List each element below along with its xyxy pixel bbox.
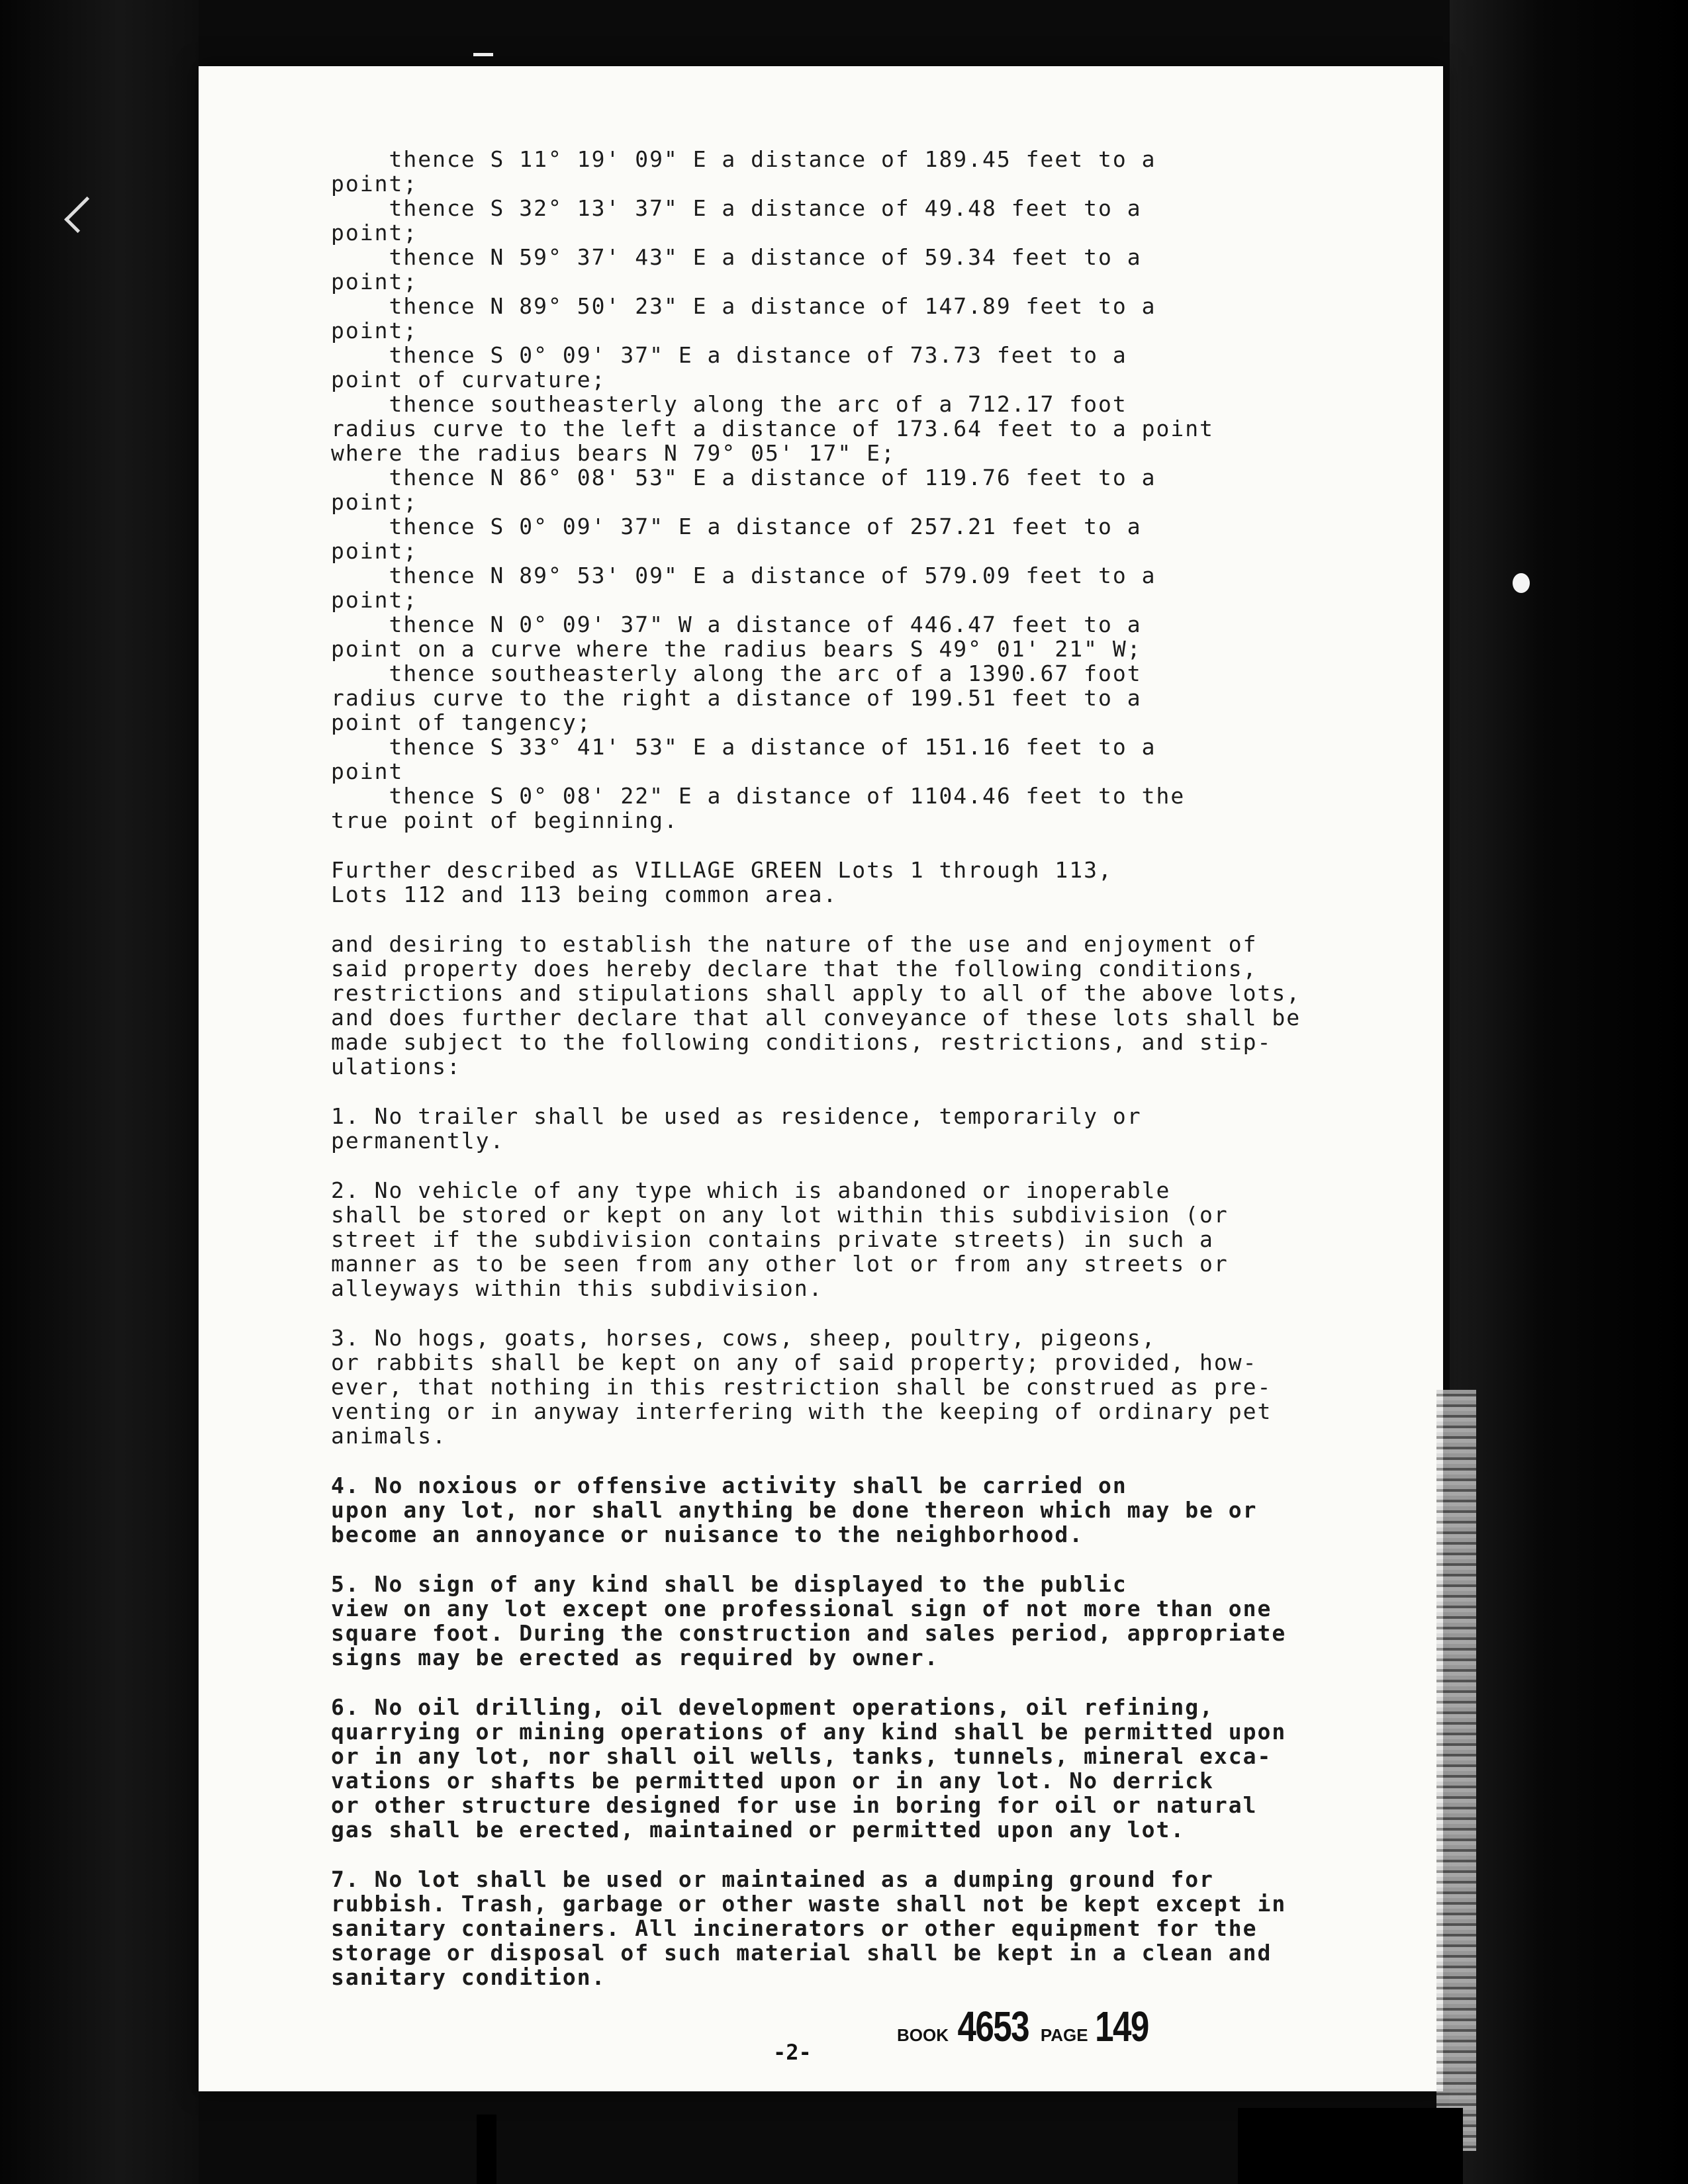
scan-shadow-right bbox=[1450, 0, 1688, 2184]
bearing-line: point; bbox=[331, 489, 418, 515]
bearing-line: thence N 0° 09' 37" W a distance of 446.47 feet to a bbox=[331, 612, 1142, 637]
scan-shadow-left bbox=[0, 0, 199, 2184]
bearing-line: thence S 0° 09' 37" E a distance of 257.21 feet to a bbox=[331, 514, 1142, 539]
bearing-line: true point of beginning. bbox=[331, 807, 679, 833]
paper-edge-stack bbox=[1436, 1390, 1476, 2151]
scanner-bottom-shadow bbox=[1238, 2108, 1463, 2184]
restriction-3: 3. No hogs, goats, horses, cows, sheep, poultry, pigeons, or rabbits shall be kept on any of said property; provided, how- ever, that nothing in this restriction shall be construed as pre- venting or in anyway interfering with the keeping of ordinary pet animals. bbox=[331, 1325, 1272, 1449]
bearing-line: point; bbox=[331, 318, 418, 343]
restriction-4: 4. No noxious or offensive activity shall be carried on upon any lot, nor shall anything be done thereon which may be or become an annoyance or nuisance to the neighborhood. bbox=[331, 1473, 1258, 1547]
bearing-line: thence S 11° 19' 09" E a distance of 189.45 feet to a bbox=[331, 146, 1156, 172]
bearing-line: radius curve to the left a distance of 173.64 feet to a point bbox=[331, 416, 1214, 441]
page-label: PAGE bbox=[1040, 2025, 1088, 2045]
bearing-line: point; bbox=[331, 587, 418, 613]
bearing-line: thence N 89° 53' 09" E a distance of 579.09 feet to a bbox=[331, 563, 1156, 588]
bearing-line: thence N 59° 37' 43" E a distance of 59.34 feet to a bbox=[331, 244, 1142, 270]
document-page bbox=[331, 147, 1337, 2015]
bearing-line: point; bbox=[331, 171, 418, 197]
bearing-line: thence S 33° 41' 53" E a distance of 151.16 feet to a bbox=[331, 734, 1156, 760]
page-number: -2- bbox=[773, 2040, 812, 2065]
restriction-7: 7. No lot shall be used or maintained as a dumping ground for rubbish. Trash, garbage or other waste shall not be kept except in sanitary containers. All incinerators or other equipment for the storage or disposal of such material shall be kept in a clean and sanitary condition. bbox=[331, 1866, 1287, 1990]
restriction-1: 1. No trailer shall be used as residence, temporarily or permanently. bbox=[331, 1103, 1142, 1154]
bearing-line: radius curve to the right a distance of 199.51 feet to a bbox=[331, 685, 1142, 711]
bearing-line: point; bbox=[331, 269, 418, 295]
scan-blot bbox=[1513, 573, 1530, 593]
scan-mark bbox=[473, 53, 493, 56]
book-number: 4653 bbox=[957, 2003, 1029, 2050]
further-described: Further described as VILLAGE GREEN Lots 1 through 113, Lots 112 and 113 being common area. bbox=[331, 857, 1113, 907]
bearing-line: point of tangency; bbox=[331, 709, 592, 735]
bearing-line: thence N 86° 08' 53" E a distance of 119.76 feet to a bbox=[331, 465, 1156, 490]
bearing-line: point; bbox=[331, 220, 418, 246]
bearing-line: thence southeasterly along the arc of a 712.17 foot bbox=[331, 391, 1127, 417]
bearings-block bbox=[331, 147, 1337, 833]
bearing-line: point; bbox=[331, 538, 418, 564]
bearing-line: thence S 0° 09' 37" E a distance of 73.73 feet to a bbox=[331, 342, 1127, 368]
restriction-2: 2. No vehicle of any type which is abandoned or inoperable shall be stored or kept on any lot within this subdivision (or street if the subdivision contains private streets) in such a manner as to be seen from any other lot or from any streets or alleyways within this subdivision. bbox=[331, 1177, 1229, 1301]
bearing-line: point of curvature; bbox=[331, 367, 606, 392]
book-page-stamp bbox=[897, 2002, 1154, 2051]
book-label: BOOK bbox=[897, 2025, 949, 2045]
bearing-line: where the radius bears N 79° 05' 17" E; bbox=[331, 440, 896, 466]
bearing-line: thence S 0° 08' 22" E a distance of 1104.46 feet to the bbox=[331, 783, 1186, 809]
scanner-mark bbox=[477, 2115, 496, 2184]
restriction-5: 5. No sign of any kind shall be displayed to the public view on any lot except one professional sign of not more than one square foot. During the construction and sales period, appropriate signs may be erected as required by owner. bbox=[331, 1571, 1287, 1670]
bearing-line: thence S 32° 13' 37" E a distance of 49.48 feet to a bbox=[331, 195, 1142, 221]
bearing-line: thence N 89° 50' 23" E a distance of 147.89 feet to a bbox=[331, 293, 1156, 319]
page-value: 149 bbox=[1094, 2003, 1149, 2050]
bearing-line: point bbox=[331, 758, 404, 784]
bearing-line: point on a curve where the radius bears S 49° 01' 21" W; bbox=[331, 636, 1142, 662]
intro-paragraph: and desiring to establish the nature of the use and enjoyment of said property does hereby declare that the following conditions, restrictions and stipulations shall apply to all of the above lots, and does further declare that all conveyance of these lots shall be made subject to the following conditions, restrictions, and stip- ulations: bbox=[331, 931, 1301, 1079]
restriction-6: 6. No oil drilling, oil development operations, oil refining, quarrying or mining operations of any kind shall be permitted upon or in any lot, nor shall oil wells, tanks, tunnels, mineral exca- vations or shafts be permitted upon or in any lot. No derrick or other structure designed for use in boring for oil or natural gas shall be erected, maintained or permitted upon any lot. bbox=[331, 1694, 1287, 1843]
bearing-line: thence southeasterly along the arc of a 1390.67 foot bbox=[331, 660, 1142, 686]
